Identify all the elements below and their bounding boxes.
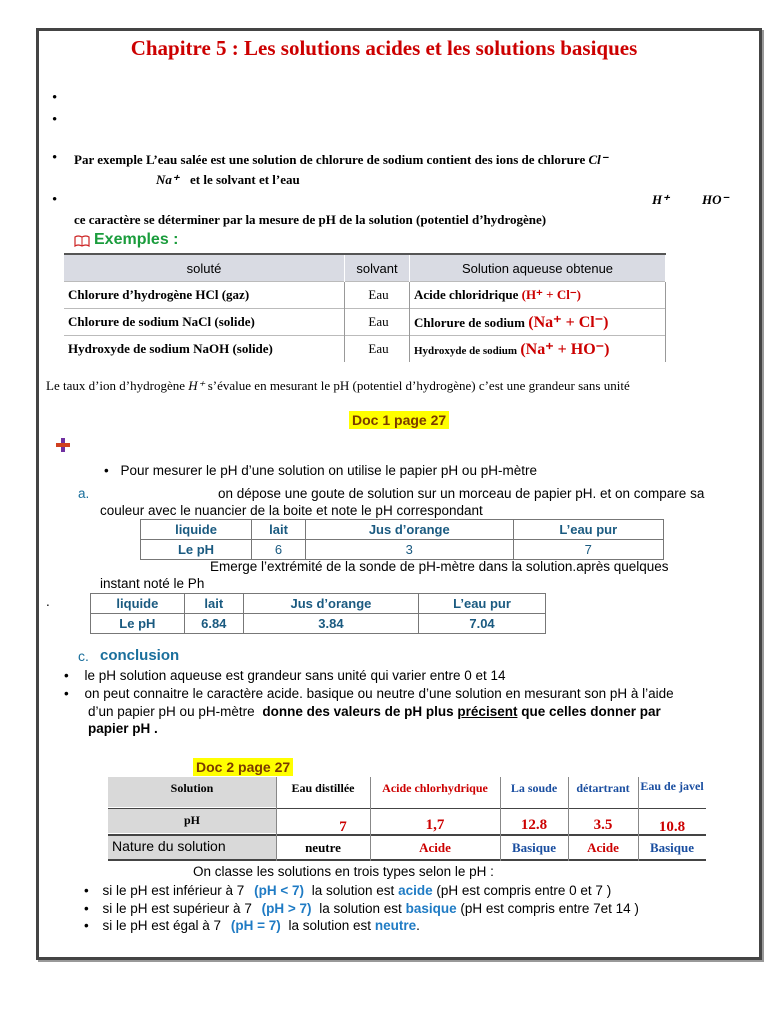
header-solute: soluté: [64, 254, 345, 282]
bullet-3: •: [52, 150, 58, 166]
ph-value: 7: [339, 819, 347, 835]
ion-h: H⁺: [652, 192, 669, 207]
ph-label: Le pH: [91, 614, 185, 634]
bullet-2: •: [52, 112, 58, 128]
conclusion-title: conclusion: [100, 647, 180, 664]
paragraph-example-2: [156, 172, 300, 188]
taux-text: [46, 378, 630, 394]
doc2-table: [108, 777, 706, 861]
solute-cell: Chlorure d’hydrogène HCl (gaz): [64, 282, 345, 309]
header-eau: L’eau pur: [419, 594, 546, 614]
ph-value: 7.04: [419, 614, 546, 634]
bullet: •: [64, 668, 69, 683]
rule-range: (pH est compris entre 7et 14 ): [460, 901, 639, 916]
solvant-cell: Eau: [345, 309, 410, 336]
nature-value: Basique: [649, 840, 695, 855]
ph-meter-table: [90, 593, 546, 634]
ph-value: 6: [252, 540, 306, 560]
solvant-cell: Eau: [345, 336, 410, 363]
header-solvant: solvant: [345, 254, 410, 282]
header-solution: Solution aqueuse obtenue: [410, 254, 666, 282]
table-row: [64, 309, 666, 336]
item-b-line-1: Emerge l’extrémité de la sonde de pH-mètre dans la solution.après quelques: [210, 559, 669, 574]
conclusion-item-2: [64, 686, 674, 701]
rule-type: neutre: [374, 918, 417, 933]
rule-text: la solution est: [288, 918, 372, 933]
classe-text: On classe les solutions en trois types selon le pH :: [193, 864, 494, 879]
rule-text: la solution est: [311, 883, 395, 898]
conclusion-line-2b: [88, 704, 661, 719]
bullet: •: [64, 686, 69, 701]
ph-value: 6.84: [184, 614, 243, 634]
example-tail: et le solvant et l’eau: [190, 172, 300, 187]
doc1-label: [349, 412, 449, 430]
table-row: [91, 614, 546, 634]
item-c-label: c.: [78, 648, 89, 664]
solvant-cell: Eau: [345, 282, 410, 309]
header-lait: lait: [252, 520, 306, 540]
ph-value: 12.8: [520, 817, 548, 833]
item-a-line-1: on dépose une goute de solution sur un morceau de papier pH. et on compare sa: [218, 486, 705, 501]
rule-text: si le pH est égal à 7: [102, 918, 222, 933]
ion-chloride: Cl⁻: [588, 152, 608, 167]
nature-value: Acide: [587, 840, 619, 855]
ph-value: 7: [513, 540, 663, 560]
nature-value: neutre: [305, 840, 341, 855]
solution-ions: (H⁺ + Cl⁻): [521, 287, 582, 302]
taux-part-1: Le taux d’ion d’hydrogène: [46, 378, 185, 393]
nature-value: Acide: [419, 840, 451, 855]
bullet-1: •: [52, 90, 58, 106]
solutions-table: [64, 253, 666, 362]
ph-value: 3.84: [243, 614, 418, 634]
paragraph-example: [74, 152, 608, 168]
exemples-label: Exemples :: [94, 231, 179, 248]
bullet: •: [84, 918, 89, 933]
rule-condition: (pH > 7): [261, 901, 312, 916]
example-text: Par exemple L’eau salée est une solution de chlorure de sodium contient des ions de chlorure: [74, 152, 586, 167]
ph-value: 3: [305, 540, 513, 560]
ph-paper-table: [140, 519, 664, 560]
rule-text: si le pH est inférieur à 7: [102, 883, 245, 898]
header-jus: Jus d’orange: [305, 520, 513, 540]
col-la-soude: La soude: [510, 781, 558, 795]
ph-value: 3.5: [593, 817, 613, 833]
bullet: •: [84, 901, 89, 916]
ph-row-label: pH: [183, 813, 200, 827]
ph-value: 10.8: [658, 819, 686, 835]
solution-name: Hydroxyde de sodium: [414, 345, 518, 357]
mesure-text: Pour mesurer le pH d’une solution on utilise le papier pH ou pH-mètre: [120, 463, 537, 478]
rule-neutre: [84, 918, 420, 933]
plus-icon: [56, 438, 70, 457]
exemples-heading: [74, 231, 178, 249]
header-solution: Solution: [170, 781, 214, 795]
bullet: •: [84, 883, 89, 898]
item-a-label: a.: [78, 486, 90, 501]
table-row: [64, 282, 666, 309]
item-a-line-2: couleur avec le nuancier de la boite et note le pH correspondant: [100, 503, 483, 518]
rule-text: si le pH est supérieur à 7: [102, 901, 252, 916]
conclusion-text-2e: que celles donner par: [521, 704, 661, 719]
solute-cell: Hydroxyde de sodium NaOH (solide): [64, 336, 345, 363]
header-jus: Jus d’orange: [243, 594, 418, 614]
nature-row-label: Nature du solution: [112, 838, 226, 854]
solution-ions: (Na⁺ + HO⁻): [520, 341, 610, 358]
header-liquide: liquide: [91, 594, 185, 614]
col-eau-distillee: Eau distillée: [291, 781, 355, 795]
doc2-label: [193, 759, 293, 777]
solution-ions: (Na⁺ + Cl⁻): [528, 314, 609, 331]
solution-name: Chlorure de sodium: [414, 315, 525, 330]
rule-condition: (pH = 7): [230, 918, 281, 933]
header-eau: L’eau pur: [513, 520, 663, 540]
col-eau-de-javel: Eau de javel: [640, 779, 704, 793]
page-title: Chapitre 5 : Les solutions acides et les solutions basiques: [130, 36, 638, 60]
item-b-line-2: instant noté le Ph: [100, 576, 205, 591]
conclusion-text-2d: précisent: [457, 704, 518, 719]
conclusion-item-1: [64, 668, 506, 683]
nature-value: Basique: [511, 840, 557, 855]
conclusion-text-1: le pH solution aqueuse est grandeur sans unité qui varier entre 0 et 14: [84, 668, 506, 683]
rule-range: (pH est compris entre 0 et 7 ): [436, 883, 612, 898]
table-row: [141, 540, 664, 560]
ph-label: Le pH: [141, 540, 252, 560]
solute-cell: Chlorure de sodium NaCl (solide): [64, 309, 345, 336]
rule-type: acide: [398, 883, 433, 898]
rule-acide: [84, 883, 611, 898]
stray-dot: .: [46, 594, 50, 609]
conclusion-text-2b: d’un papier pH ou pH-mètre: [88, 704, 255, 719]
conclusion-text-2a: on peut connaitre le caractère acide. basique ou neutre d’une solution en mesurant son pH à l’aide: [84, 686, 674, 701]
header-liquide: liquide: [141, 520, 252, 540]
col-acide-chlorhydrique: Acide chlorhydrique: [382, 781, 488, 795]
taux-part-2: s’évalue en mesurant le pH (potentiel d’hydrogène) c’est une grandeur sans unité: [207, 378, 630, 393]
solution-name: Acide chloridrique: [414, 287, 519, 302]
mesure-item: [104, 463, 537, 478]
bullet-mesure: •: [104, 463, 109, 478]
doc2-text: Doc 2 page 27: [193, 758, 293, 776]
ion-sodium: Na⁺: [156, 172, 179, 187]
book-icon: [74, 234, 90, 246]
rule-type: basique: [405, 901, 457, 916]
conclusion-text-2c: donne des valeurs de pH plus: [262, 704, 454, 719]
taux-ion: H⁺: [188, 378, 205, 393]
rule-range: .: [416, 918, 420, 933]
ph-value: 1,7: [425, 817, 445, 833]
ion-ho: HO⁻: [702, 192, 729, 207]
bullet-4: •: [52, 192, 58, 208]
rule-text: la solution est: [319, 901, 402, 916]
header-lait: lait: [184, 594, 243, 614]
conclusion-line-2f: papier pH .: [88, 721, 158, 736]
col-detartrant: détartrant: [576, 781, 630, 795]
rule-basique: [84, 901, 639, 916]
doc1-text: Doc 1 page 27: [349, 411, 449, 429]
rule-condition: (pH < 7): [254, 883, 304, 898]
table-row: [64, 336, 666, 363]
ph-character-text: ce caractère se déterminer par la mesure de pH de la solution (potentiel d’hydrogène): [74, 212, 547, 227]
